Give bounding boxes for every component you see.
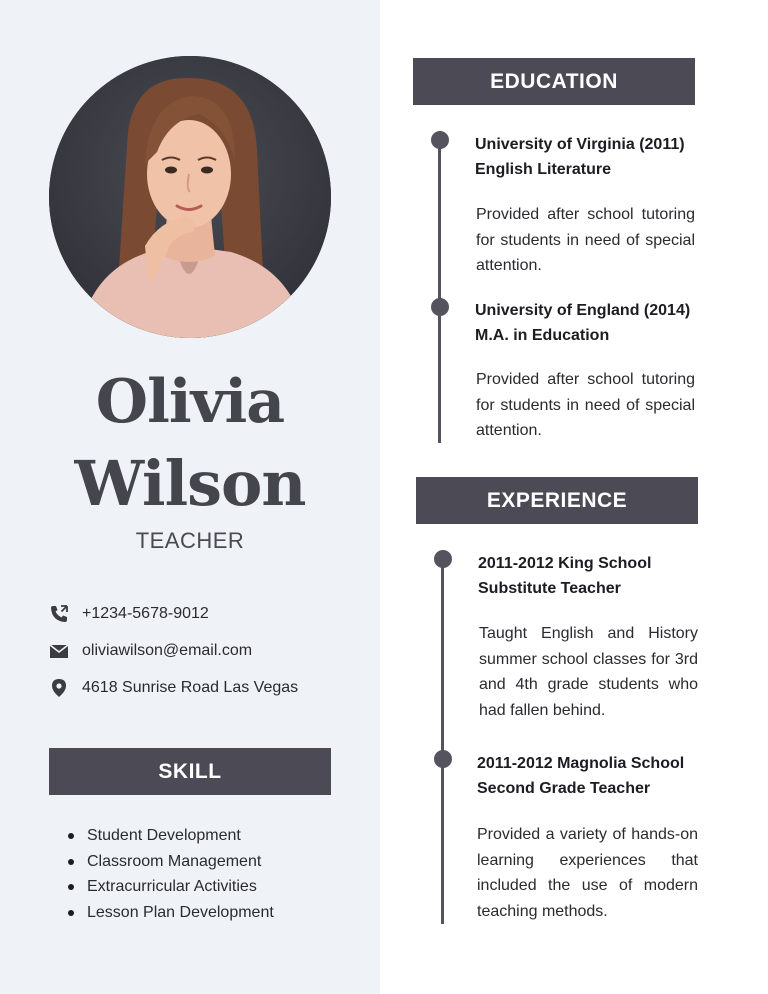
phone-icon (48, 603, 70, 625)
list-item: Extracurricular Activities (66, 874, 274, 900)
experience-entry-2-title: 2011-2012 Magnolia School Second Grade Teacher (477, 755, 685, 797)
experience-heading: EXPERIENCE (416, 477, 698, 524)
education-entry-2-desc: Provided after school tutoring for students in need of special attention. (476, 371, 695, 440)
education-entry-2-title: University of England (2014) M.A. in Education (475, 302, 691, 344)
email-address: oliviawilson@email.com (82, 642, 253, 659)
phone-number: +1234-5678-9012 (82, 605, 209, 622)
last-name: Wilson (74, 447, 306, 520)
experience-timeline (441, 560, 444, 924)
skill-heading: SKILL (49, 748, 331, 795)
contact-address (48, 677, 298, 699)
street-address: 4618 Sunrise Road Las Vegas (82, 679, 299, 696)
education-timeline (438, 140, 441, 443)
timeline-dot (431, 131, 449, 149)
job-title: TEACHER (135, 528, 245, 553)
timeline-dot (434, 550, 452, 568)
list-item: Student Development (66, 823, 274, 849)
profile-photo (49, 56, 331, 338)
timeline-dot (431, 298, 449, 316)
contact-email (48, 640, 252, 662)
contact-phone (48, 603, 209, 625)
list-item: Lesson Plan Development (66, 900, 274, 926)
education-heading: EDUCATION (413, 58, 695, 105)
location-pin-icon (48, 677, 70, 699)
experience-entry-1-title: 2011-2012 King School Substitute Teacher (478, 555, 652, 597)
envelope-icon (48, 640, 70, 662)
education-entry-1-desc: Provided after school tutoring for students in need of special attention. (476, 206, 695, 275)
first-name: Olivia (95, 367, 285, 437)
experience-entry-2-desc: Provided a variety of hands-on learning experiences that included the use of modern teaching methods. (477, 826, 698, 920)
list-item: Classroom Management (66, 849, 274, 875)
timeline-dot (434, 750, 452, 768)
education-entry-1-title: University of Virginia (2011) English Literature (475, 136, 685, 178)
experience-entry-1-desc: Taught English and History summer school classes for 3rd and 4th grade students who had fallen behind. (479, 625, 698, 719)
skill-list (66, 823, 274, 925)
